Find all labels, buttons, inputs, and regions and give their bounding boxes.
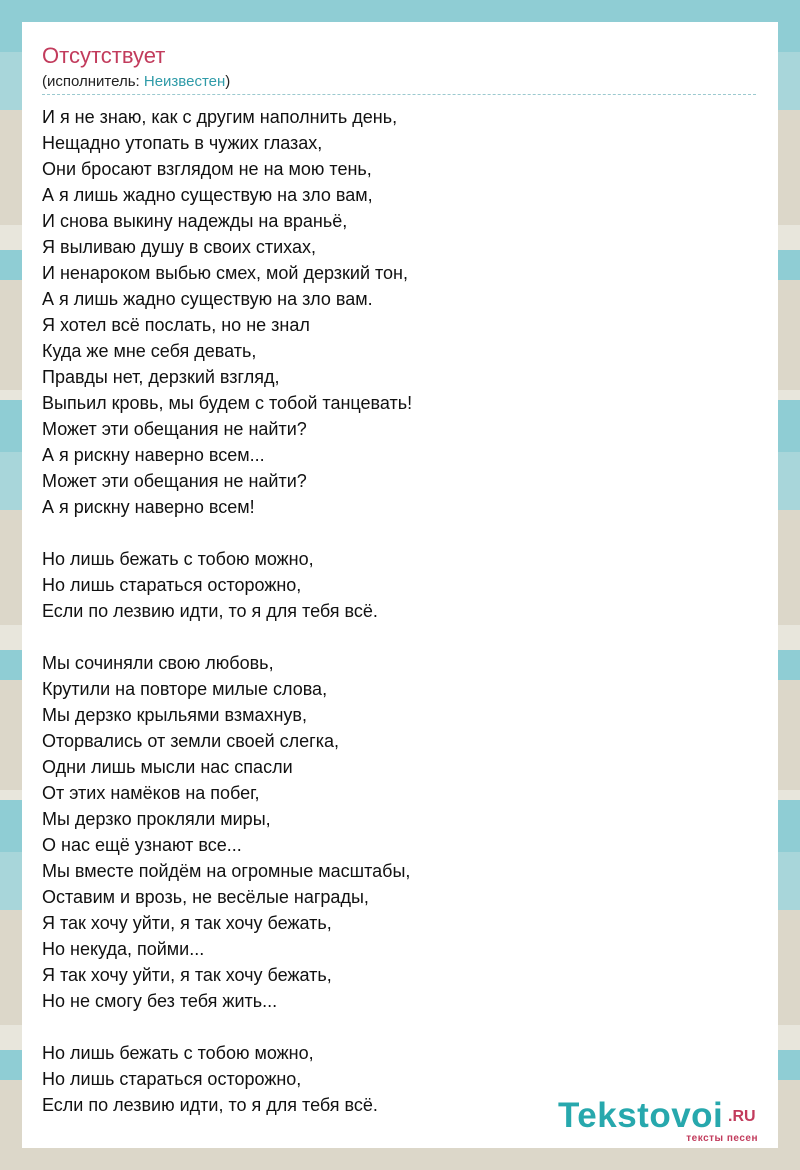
lyric-line: О нас ещё узнают все... — [42, 835, 242, 855]
lyric-line: Мы дерзко прокляли миры, — [42, 809, 271, 829]
lyric-line: Мы сочиняли свою любовь, — [42, 653, 274, 673]
lyric-line: Но лишь бежать с тобою можно, — [42, 549, 314, 569]
lyric-line: А я рискну наверно всем! — [42, 497, 255, 517]
lyric-line: Но не смогу без тебя жить... — [42, 991, 278, 1011]
lyric-line: Но лишь стараться осторожно, — [42, 1069, 302, 1089]
lyrics-body — [42, 104, 756, 1144]
lyric-line: Я хотел всё послать, но не знал — [42, 315, 310, 335]
lyric-line: Если по лезвию идти, то я для тебя всё. — [42, 1095, 378, 1115]
lyric-line: Мы дерзко крыльями взмахнув, — [42, 705, 307, 725]
lyric-line: Я так хочу уйти, я так хочу бежать, — [42, 965, 332, 985]
lyric-line: Мы вместе пойдём на огромные масштабы, — [42, 861, 411, 881]
lyric-line: А я рискну наверно всем... — [42, 445, 265, 465]
lyric-line: Они бросают взглядом не на мою тень, — [42, 159, 372, 179]
logo-tld: .RU — [728, 1108, 756, 1125]
logo-wordmark: Tekstovoi — [558, 1096, 724, 1135]
lyrics-card — [22, 22, 778, 1148]
lyric-line: Выпьил кровь, мы будем с тобой танцевать! — [42, 393, 413, 413]
logo-subtitle: тексты песен — [686, 1133, 758, 1144]
lyric-line: Оставим и врозь, не весёлые награды, — [42, 887, 369, 907]
lyric-line: Я выливаю душу в своих стихах, — [42, 237, 316, 257]
lyric-line: Но лишь бежать с тобою можно, — [42, 1043, 314, 1063]
artist-link[interactable]: Неизвестен — [143, 73, 226, 90]
lyric-line: Нещадно утопать в чужих глазах, — [42, 133, 323, 153]
lyric-line: Но некуда, пойми... — [42, 939, 205, 959]
lyric-line: Крутили на повторе милые слова, — [42, 679, 328, 699]
lyric-line: И ненароком выбью смех, мой дерзкий тон, — [42, 263, 409, 283]
lyrics-stanza — [42, 104, 756, 520]
artist-suffix: ) — [225, 73, 231, 90]
lyric-line: Но лишь стараться осторожно, — [42, 575, 302, 595]
lyrics-stanza — [42, 546, 756, 624]
lyric-line: От этих намёков на побег, — [42, 783, 260, 803]
song-header — [42, 42, 756, 95]
lyric-line: Одни лишь мысли нас спасли — [42, 757, 293, 777]
lyric-line: Я так хочу уйти, я так хочу бежать, — [42, 913, 332, 933]
artist-line — [42, 72, 756, 95]
lyric-line: Может эти обещания не найти? — [42, 419, 307, 439]
site-logo[interactable] — [558, 1096, 768, 1148]
lyric-line: Правды нет, дерзкий взгляд, — [42, 367, 280, 387]
lyric-line: А я лишь жадно существую на зло вам. — [42, 289, 373, 309]
song-title: Отсутствует — [42, 43, 166, 68]
artist-prefix: (исполнитель: — [42, 73, 144, 90]
lyric-line: Оторвались от земли своей слегка, — [42, 731, 340, 751]
lyrics-stanza — [42, 650, 756, 1014]
lyric-line: А я лишь жадно существую на зло вам, — [42, 185, 373, 205]
lyric-line: Куда же мне себя девать, — [42, 341, 257, 361]
lyric-line: И я не знаю, как с другим наполнить день, — [42, 107, 398, 127]
lyric-line: И снова выкину надежды на враньё, — [42, 211, 348, 231]
lyric-line: Может эти обещания не найти? — [42, 471, 307, 491]
lyric-line: Если по лезвию идти, то я для тебя всё. — [42, 601, 378, 621]
